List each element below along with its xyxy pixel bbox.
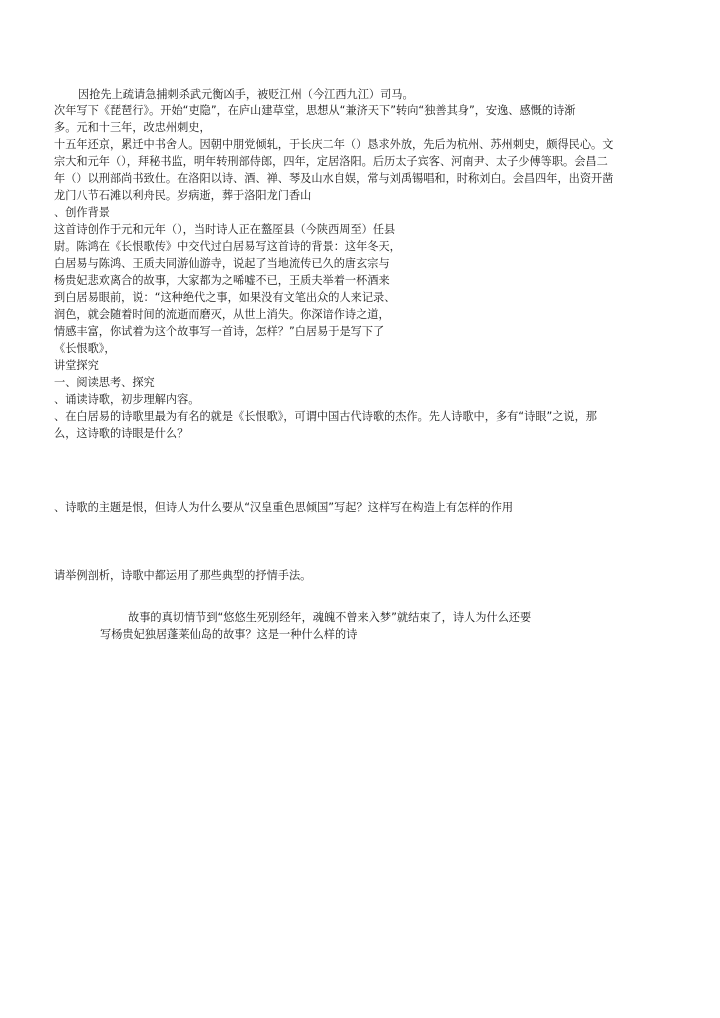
paragraph-line: 尉。陈鸿在《长恨歌传》中交代过白居易写这首诗的背景：这年冬天，	[54, 240, 401, 253]
paragraph-line: 宗大和元年（），拜秘书监，明年转刑部侍郎，四年，定居洛阳。后历太子宾客、河南尹、太子少傅等职。会昌二	[54, 155, 608, 168]
question-line: 请举例剖析，诗歌中都运用了那些典型的抒情手法。	[54, 569, 312, 582]
paragraph-line: 《长恨歌》，	[54, 342, 116, 355]
paragraph-line: 这首诗创作于元和元年（），当时诗人正在盩厔县（今陕西周至）任县	[54, 223, 396, 236]
paragraph-line: 多。元和十三年，改忠州刺史，	[54, 121, 211, 134]
question-line: 故事的真切情节到“悠悠生死别经年，魂魄不曾来入梦”就结束了，诗人为什么还要	[128, 611, 532, 624]
paragraph-line: 到白居易眼前，说：“这种绝代之事，如果没有文笔出众的人来记录、	[54, 291, 396, 304]
paragraph-line: 十五年还京，累迁中书舍人。因朝中朋党倾轧，于长庆二年（）恳求外放，先后为杭州、苏州刺史，颇得民心。文	[54, 138, 614, 151]
question-line: 么，这诗歌的诗眼是什么？	[54, 427, 189, 440]
paragraph-line: 因抢先上疏请急捕刺杀武元衡凶手，被贬江州（今江西九江）司马。	[78, 88, 414, 101]
paragraph-line: 杨贵妃悲欢离合的故事，大家都为之唏嘘不已，王质夫举着一杯酒来	[54, 274, 390, 287]
paragraph-line: 润色，就会随着时间的流逝而磨灭，从世上消失。你深谙作诗之道，	[54, 308, 390, 321]
question-line: 写杨贵妃独居蓬莱仙岛的故事？这是一种什么样的诗	[100, 628, 358, 641]
section-heading: 讲堂探究	[54, 359, 99, 372]
paragraph-line: 情感丰富，你试着为这个故事写一首诗，怎样？”白居易于是写下了	[54, 325, 385, 338]
paragraph-line: 年（）以刑部尚书致仕。在洛阳以诗、酒、禅、琴及山水自娱，常与刘禹锡唱和，时称刘白。会昌四年，出资开凿	[54, 172, 614, 185]
question-line: 、诵读诗歌，初步理解内容。	[54, 393, 200, 406]
question-line: 、在白居易的诗歌里最为有名的就是《长恨歌》，可谓中国古代诗歌的杰作。先人诗歌中，多有“诗眼”之说，那	[54, 410, 597, 423]
section-heading: 、创作背景	[54, 206, 110, 219]
paragraph-line: 白居易与陈鸿、王质夫同游仙游寺，说起了当地流传已久的唐玄宗与	[54, 257, 390, 270]
section-heading: 一、阅读思考、探究	[54, 376, 155, 389]
paragraph-line: 次年写下《琵琶行》。开始“吏隐”，在庐山建草堂，思想从“兼济天下”转向“独善其身”，安逸、感慨的诗渐	[54, 104, 576, 117]
question-line: 、诗歌的主题是恨，但诗人为什么要从“汉皇重色思倾国”写起？这样写在构造上有怎样的作用	[54, 501, 514, 514]
paragraph-line: 龙门八节石滩以利舟民。岁病逝，葬于洛阳龙门香山	[54, 189, 312, 202]
